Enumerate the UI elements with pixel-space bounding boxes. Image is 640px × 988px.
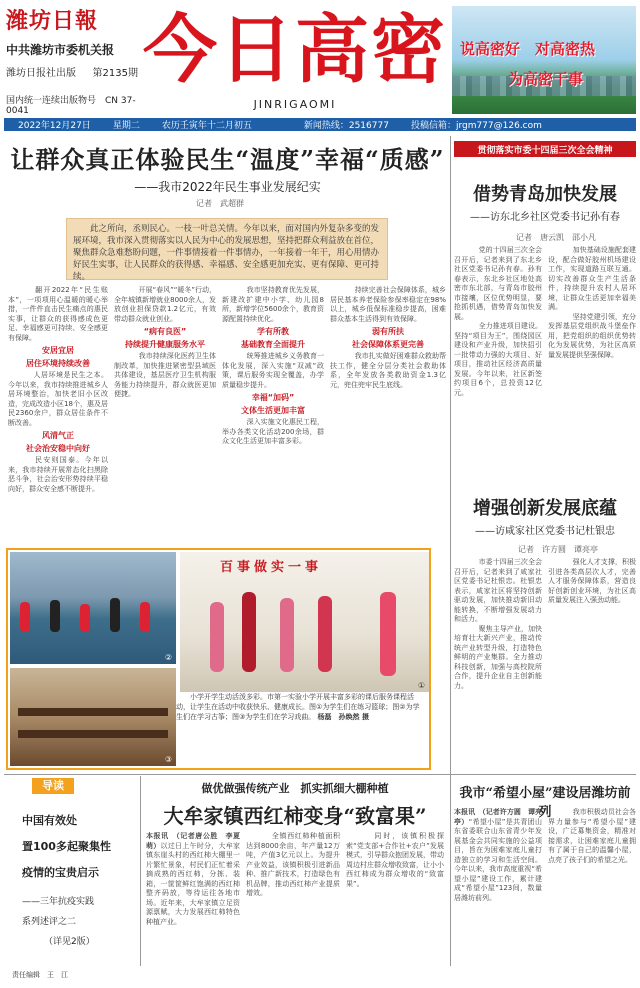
- section-heading: 持续提升健康服务水平: [125, 339, 205, 349]
- main-headline: 让群众真正体验民生“温度”幸福“质感”: [10, 145, 445, 174]
- paragraph: 我市坚持教育优先发展，新建改扩建中小学、幼儿园8所，新增学位5600余个，教育资源配置持续优化。: [222, 286, 324, 323]
- page-title-pinyin: JINRIGAOMI: [253, 98, 337, 111]
- figure: [50, 600, 60, 632]
- main-column-1: [8, 286, 108, 542]
- figure: [210, 602, 224, 672]
- photo-block: [6, 548, 431, 770]
- paragraph: 统筹推进城乡义务教育一体化发展，深入实施“双减”政策，课后服务实现全覆盖，办学质量稳步提升。: [222, 352, 324, 389]
- bottom-right-headline: 我市“希望小屋”建设居潍坊前列: [459, 786, 631, 820]
- cn-number: 国内统一连续出版物号 CN 37-0041: [6, 96, 136, 116]
- guide-box: [22, 778, 126, 952]
- byline: 本报讯 （记者唐公胜 李夏萌）: [146, 832, 240, 850]
- right-mid-headline: 增强创新发展底蕴: [473, 498, 617, 519]
- main-intro-box: 此之所向，丞则民心。一枝一叶总关情。今年以来，面对国内外复杂多变的发展环境，我市深入贯彻落实以人民为中心的发展思想，坚持把群众利益放在首位，聚焦群众急难愁盼问题，一件事情接着一件事情办，一年接着一年干，用心用情办好民生实事，让人民群众的获得感、幸福感、安全感更加充实、更有保障、更可持续。: [66, 218, 388, 280]
- guzheng-row: [18, 730, 168, 738]
- main-author: 记者 武超群: [196, 199, 244, 208]
- photo-guzheng: [10, 668, 176, 766]
- submission-email: 投稿信箱：jrgm777@126.com: [410, 121, 542, 131]
- paragraph: [454, 808, 542, 903]
- photo-opera: [180, 552, 429, 692]
- caption-text: 小学开学生动活泼多彩。市第一实验小学开展丰富多彩的课后服务课程活动，让学生在活动中收获快乐、健康成长。图①为学生们在练习篮球；图②为学生们在学习古筝；图③为学生们在学习戏曲。: [176, 693, 420, 721]
- paragraph: 全镇西红柿种植面积达到8000余亩，年产量12万吨，产值3亿元以上。为提升产业效益，该镇积极引进新品种、推广新技术，打造绿色有机品牌，推动西红柿产业提质增效。: [246, 832, 340, 897]
- slogan-banner: [452, 6, 636, 114]
- paragraph: 深入实施文化惠民工程，举办各类文化活动200余场，群众文化生活更加丰富多彩。: [222, 418, 324, 445]
- paragraph-text: “希望小屋”是共青团山东省委联合山东省青少年发展基金会共同实施的公益项目，旨在为困难家庭儿童打造独立的学习和生活空间。今年以来，我市高度重视“希望小屋”建设工作，累计建成“希望小屋”123间，数量居潍坊前列。: [454, 817, 542, 902]
- guide-subtitle: ——三年抗疫实践: [22, 897, 95, 907]
- section-banner: 贯彻落实市委十四届三次全会精神: [454, 141, 636, 157]
- date: 2022年12月27日: [18, 121, 91, 131]
- guide-subtitle: 系列述评之二: [22, 917, 77, 927]
- paragraph: 党的十四届三次全会召开后，记者来到了东北乡社区党委书记孙有春。孙有春表示，东北乡社区地处高密市东北部，与青岛市胶州市接壤，区位优势明显，要抢抓机遇，借势青岛加快发展。: [454, 246, 542, 321]
- bottom-mid-column-1: [146, 832, 240, 966]
- right-top-headline: 借势青岛加快发展: [473, 184, 617, 205]
- guide-tag: 导读: [32, 778, 74, 794]
- right-mid-column-2: [548, 558, 636, 772]
- paragraph: 全力推进项目建设。坚持“项目为王”，围绕园区建设和产业升级，加快招引一批带动力强的大项目、好项目，推动社区经济高质量发展。今年以来，社区新签约项目6个，总投资12亿元。: [454, 322, 542, 397]
- right-mid-author: 记者 许方圆 谭亮亭: [518, 545, 598, 554]
- paper-name: 潍坊日報: [6, 8, 99, 34]
- photo-caption: [176, 692, 426, 722]
- bottom-mid-column-3: [346, 832, 444, 966]
- paragraph: 我市扎实做好困难群众救助帮扶工作，健全分层分类社会救助体系，全年发放各类救助资金1.3亿元，兜住兜牢民生底线。: [330, 352, 446, 389]
- responsible-editor: 责任编辑 王 江: [12, 971, 68, 979]
- right-top-subhead: ——访东北乡社区党委书记孙有春: [470, 212, 620, 223]
- photo-number: ②: [164, 653, 172, 662]
- news-hotline: 新闻热线：2516777: [303, 121, 389, 131]
- bottom-mid-kicker: 做优做强传统产业 抓实抓细大棚种植: [201, 782, 389, 795]
- section-heading: 弱有所扶: [372, 327, 404, 336]
- guide-title-line: 中国有效处: [22, 814, 77, 827]
- photo-banner-text: 百事做实一事: [220, 560, 323, 575]
- main-column-2: [114, 286, 216, 542]
- guide-title-line: 置100多起聚集性: [22, 840, 111, 853]
- guide-title: [22, 808, 126, 886]
- section-heading: 基础教育全面提升: [241, 339, 305, 349]
- section-heading: 学有所教: [257, 327, 289, 336]
- byline: 本报讯 （记者许方圆 谭亮亭）: [454, 808, 542, 826]
- bottom-right-column-2: [548, 808, 636, 966]
- publisher: 潍坊日报社出版: [6, 68, 76, 79]
- section-heading: 风清气正: [42, 431, 74, 440]
- divider: [450, 136, 451, 966]
- divider: [140, 776, 141, 966]
- right-top-column-1: [454, 246, 542, 468]
- photo-basketball: [10, 552, 176, 664]
- figure: [242, 592, 256, 672]
- page-title: 今日高密: [143, 7, 447, 93]
- section-heading: 文体生活更加丰富: [241, 405, 305, 415]
- right-mid-column-1: [454, 558, 542, 772]
- paragraph: 民安则国泰。今年以来，我市持续开展常态化扫黑除恶斗争，社会治安形势持续平稳向好，群众安全感不断提升。: [8, 456, 108, 493]
- publisher-line: [6, 64, 138, 79]
- weekday: 星期二: [112, 121, 140, 131]
- paragraph: 强化人才支撑，积极引进各类高层次人才，完善人才服务保障体系，营造良好创新创业环境，为社区高质量发展注入强劲动能。: [548, 558, 636, 604]
- right-top-column-2: [548, 246, 636, 468]
- paragraph-text: 以过日上午时分，大牟家镇东崖头村的西红柿大棚里一片繁忙景象，村民们正忙着采摘成熟的西红柿，分拣、装箱，一筐筐鲜红饱满的西红柿整齐码放，等待运往各地市场。近年来，大牟家镇立足资源禀赋，大力发展西红柿特色种植产业。: [146, 841, 240, 926]
- lunar-date: 农历壬寅年十二月初五: [161, 121, 252, 131]
- main-subhead: ——我市2022年民生事业发展纪实: [134, 180, 321, 194]
- section-heading: 居住环境持续改善: [26, 358, 90, 368]
- section-heading: 安居宜居: [42, 346, 74, 355]
- organization: 中共潍坊市委机关报: [6, 43, 115, 57]
- guide-page-ref: （详见2版）: [44, 937, 95, 947]
- masthead: [6, 4, 138, 116]
- section-heading: 社会治安稳中向好: [26, 443, 90, 453]
- slogan-line-1: 说高密好 对高密热: [460, 40, 596, 58]
- guide-title-line: 疫情的宝贵启示: [22, 866, 99, 879]
- paragraph: [146, 832, 240, 927]
- paragraph: 持续完善社会保障体系，城乡居民基本养老保险参保率稳定在98%以上，城乡低保标准稳步提高，困难群众基本生活得到有效保障。: [330, 286, 446, 323]
- figure: [280, 598, 294, 672]
- paragraph: 我市持续深化医药卫生体制改革，加快推进紧密型县域医共体建设，基层医疗卫生机构服务能力持续提升，群众就医更加便捷。: [114, 352, 216, 398]
- figure: [380, 592, 396, 676]
- right-top-author: 记者 唐云凯 邵小凡: [516, 233, 596, 242]
- guzheng-row: [18, 708, 168, 716]
- paragraph: 开展“春风”“暖冬”行动，全年城镇新增就业8000余人，发放创业担保贷款1.2亿元，有效带动群众就业创业。: [114, 286, 216, 323]
- bottom-mid-column-2: [246, 832, 340, 966]
- slogan-line-2: 为高密干事: [508, 70, 584, 88]
- main-column-3: [222, 286, 324, 542]
- paragraph: 加快基础设施配套建设，配合做好胶州机场建设工作，实现道路互联互通。切实改善群众生产生活条件，持续提升农村人居环境，让群众生活更加幸福美满。: [548, 246, 636, 311]
- photo-number: ①: [417, 681, 425, 690]
- main-column-4: [330, 286, 446, 542]
- figure: [80, 604, 90, 632]
- date-bar: [4, 118, 636, 131]
- section-heading: “病有良医”: [143, 327, 187, 336]
- divider: [4, 774, 636, 775]
- right-mid-subhead: ——访咸家社区党委书记杜银忠: [475, 526, 615, 537]
- paragraph: 翻开2022年“民生账本”，一项项用心温暖的暖心举措，一件件直击民生痛点的惠民实事，让群众的获得感成色更足、幸福感更可持续、安全感更有保障。: [8, 286, 108, 342]
- paragraph: 聚焦主导产业，加快培育壮大新兴产业，推动传统产业转型升级，打造特色鲜明的产业集群。全力推动科技创新，加强与高校院所合作，提升企业自主创新能力。: [454, 624, 542, 690]
- figure: [110, 598, 120, 632]
- paragraph: 坚持党建引领，充分发挥基层党组织战斗堡垒作用，把党组织的组织优势转化为发展优势，为社区高质量发展提供坚强保障。: [548, 312, 636, 359]
- photo-number: ③: [164, 755, 172, 764]
- section-heading: 社会保障体系更完善: [352, 339, 424, 349]
- photo-credit: 杨磊 孙焕然 摄: [317, 713, 369, 721]
- paragraph: 我市积极动员社会各界力量参与“希望小屋”建设，广泛募集资金，精准对接需求，让困难家庭儿童拥有了属于自己的温馨小屋，点亮了孩子们的希望之光。: [548, 808, 636, 864]
- bottom-mid-headline: 大牟家镇西红柿变身“致富果”: [163, 804, 427, 828]
- paragraph: 人居环境是民生之本。今年以来，我市持续推进城乡人居环境整治，加快老旧小区改造，完成改造小区18个，惠及居民2360余户，群众居住条件不断改善。: [8, 371, 108, 427]
- figure: [140, 602, 150, 632]
- paragraph: 市委十四届三次全会召开后，记者来到了咸家社区党委书记杜银忠。杜银忠表示，咸家社区将坚持创新驱动发展，加快推动新旧动能转换，不断增强发展动力和活力。: [454, 558, 542, 623]
- issue-number: 第2135期: [92, 68, 138, 79]
- bottom-right-column-1: [454, 808, 542, 966]
- figure: [20, 602, 30, 632]
- section-heading: 幸福“加码”: [251, 393, 295, 402]
- paragraph: 同时，该镇积极探索“党支部+合作社+农户”发展模式，引导群众抱团发展，带动周边村庄群众增收致富，让小小西红柿成为群众增收的“致富果”。: [346, 832, 444, 888]
- figure: [318, 596, 332, 672]
